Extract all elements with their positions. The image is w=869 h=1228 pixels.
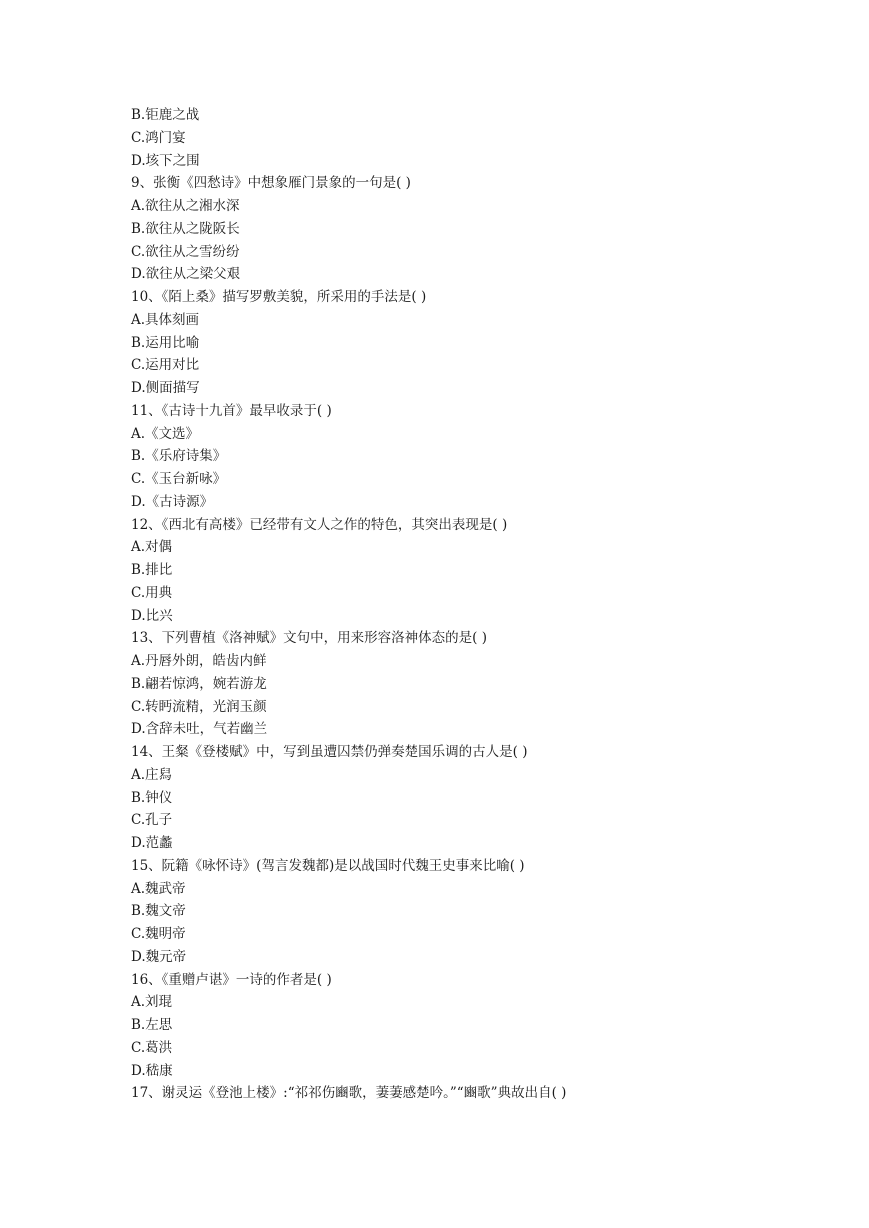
option-line: A.庄舄 — [131, 766, 173, 783]
option-line: D.范蠡 — [131, 835, 173, 851]
option-line: A.丹唇外朗，皓齿内鲜 — [131, 653, 267, 669]
question-line: 9、张衡《四愁诗》中想象雁门景象的一句是( ) — [131, 175, 411, 192]
question-line: 13、下列曹植《洛神赋》文句中，用来形容洛神体态的是( ) — [131, 630, 488, 647]
option-line: D.侧面描写 — [131, 380, 200, 396]
option-line: D.魏元帝 — [131, 948, 187, 965]
option-line: C.魏明帝 — [131, 926, 186, 942]
option-line: D.垓下之围 — [131, 152, 200, 169]
option-line: A.欲往从之湘水深 — [131, 198, 240, 214]
question-line: 15、阮籍《咏怀诗》(驾言发魏都)是以战国时代魏王史事来比喻( ) — [131, 857, 525, 874]
option-line: A.刘琨 — [131, 994, 173, 1011]
option-line: B.钜鹿之战 — [131, 107, 200, 123]
option-line: A.具体刻画 — [131, 311, 200, 328]
option-line: C.用典 — [131, 584, 173, 601]
option-line: B.《乐府诗集》 — [131, 448, 227, 465]
question-line: 17、谢灵运《登池上楼》:“祁祁伤豳歌，萋萋感楚吟。”“豳歌”典故出自( ) — [131, 1085, 567, 1102]
option-line: C.运用对比 — [131, 357, 200, 374]
option-line: B.左思 — [131, 1017, 173, 1033]
question-line: 14、王粲《登楼赋》中，写到虽遭囚禁仍弹奏楚国乐调的古人是( ) — [131, 744, 528, 760]
option-line: D.欲往从之梁父艰 — [131, 266, 241, 283]
option-line: B.欲往从之陇阪长 — [131, 220, 240, 237]
option-line: B.运用比喻 — [131, 334, 200, 351]
question-line: 11、《古诗十九首》最早收录于( ) — [131, 402, 332, 419]
option-line: D.《古诗源》 — [131, 493, 214, 510]
option-line: A.魏武帝 — [131, 880, 186, 897]
option-line: A.《文选》 — [131, 425, 200, 442]
question-line: 16、《重赠卢谌》一诗的作者是( ) — [131, 971, 332, 988]
option-line: C.鸿门宴 — [131, 129, 186, 146]
question-list — [131, 104, 751, 1105]
option-line: B.排比 — [131, 562, 173, 578]
option-line: A.对偶 — [131, 539, 173, 556]
question-line: 10、《陌上桑》描写罗敷美貌，所采用的手法是( ) — [131, 289, 427, 305]
option-line: D.含辞未吐，气若幽兰 — [131, 721, 268, 738]
option-line: D.比兴 — [131, 607, 173, 624]
option-line: D.嵇康 — [131, 1062, 173, 1079]
option-line: B.翩若惊鸿，婉若游龙 — [131, 675, 267, 692]
option-line: C.欲往从之雪纷纷 — [131, 243, 240, 260]
option-line: C.孔子 — [131, 812, 173, 829]
option-line: C.转眄流精，光润玉颜 — [131, 698, 267, 715]
option-line: B.魏文帝 — [131, 903, 186, 920]
option-line: B.钟仪 — [131, 789, 173, 806]
option-line: C.葛洪 — [131, 1039, 173, 1056]
option-line: C.《玉台新咏》 — [131, 471, 227, 487]
question-line: 12、《西北有高楼》已经带有文人之作的特色，其突出表现是( ) — [131, 516, 508, 533]
